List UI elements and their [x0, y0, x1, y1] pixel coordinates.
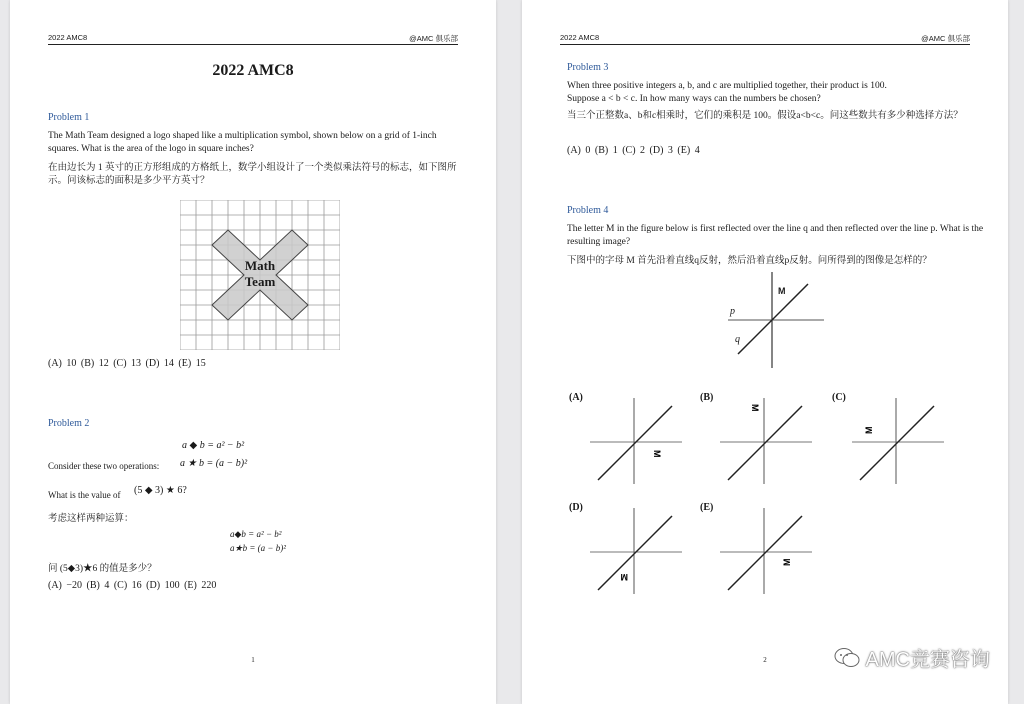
problem-3-text-en-2: Suppose a < b < c. In how many ways can the numbers be chosen?: [567, 94, 821, 104]
problem-2-zh-question: 问 (5◆3)★6 的值是多少？: [48, 564, 157, 574]
problem-4-text-zh: 下图中的字母 M 首先沿着直线q反射，然后沿着直线p反射。问所得到的图像是怎样的？: [567, 256, 932, 266]
line-q: [738, 284, 808, 354]
choice-c-label[interactable]: (C): [832, 392, 846, 403]
header-left: 2022 AMC8: [48, 33, 88, 42]
logo-text: [236, 258, 284, 290]
choice-d-figure[interactable]: [590, 508, 682, 594]
problem-3-label: Problem 3: [567, 62, 609, 73]
problem-2-label: Problem 2: [48, 418, 90, 429]
choice-c-figure[interactable]: [852, 398, 944, 484]
choice-a-m: M: [652, 450, 662, 458]
problem-2-zh-intro: 考虑这样两种运算：: [48, 514, 134, 524]
problem-1-text-en: The Math Team designed a logo shaped like a multiplication symbol, shown below on a grid of 1-inch squares. What is the area of the logo in square inches?: [48, 131, 437, 154]
page-header: [48, 32, 458, 45]
problem-3-text-zh: 当三个正整数a、b和c相乘时，它们的乘积是 100。假设a<b<c。问这些数共有多少种选择方法？: [567, 111, 963, 121]
label-q: q: [735, 334, 740, 345]
watermark: [834, 643, 990, 672]
choice-d-m: M: [620, 572, 628, 582]
page-number-1: 1: [251, 656, 255, 664]
logo-line-2: Team: [244, 274, 276, 289]
watermark-text: AMC竞赛咨询: [865, 649, 990, 671]
question-expr: (5 ◆ 3) ★ 6?: [134, 485, 187, 496]
header-left: 2022 AMC8: [560, 33, 600, 42]
choice-e-m: M: [782, 558, 792, 566]
problem-1-label: Problem 1: [48, 112, 90, 123]
page-1: [10, 0, 496, 704]
choice-e-label[interactable]: (E): [700, 502, 714, 513]
choice-e-figure[interactable]: [720, 508, 812, 594]
choice-b-figure[interactable]: [720, 398, 812, 484]
choice-d-label[interactable]: (D): [569, 502, 583, 513]
wechat-icon: [834, 647, 860, 669]
header-right: @AMC 俱乐部: [409, 34, 458, 43]
choice-a-figure[interactable]: [590, 398, 682, 484]
problem-4-text-en: The letter M in the figure below is first reflected over the line q and then reflected over the line p. What is the resulting image?: [567, 224, 984, 247]
choice-b-m: M: [750, 404, 760, 412]
question-prefix: What is the value of: [48, 490, 121, 500]
problem-2-answers: (A) −20 (B) 4 (C) 16 (D) 100 (E) 220: [48, 580, 217, 591]
page-2: [522, 0, 1008, 704]
problem-1-answers: (A) 10 (B) 12 (C) 13 (D) 14 (E) 15: [48, 358, 206, 369]
problem-1-text-zh: 在由边长为 1 英寸的正方形组成的方格纸上，数学小组设计了一个类似乘法符号的标志，如下图所示。问该标志的面积是多少平方英寸？: [48, 163, 457, 186]
choice-c-m: M: [864, 426, 874, 434]
zh-op1: a◆b = a² − b²: [230, 529, 282, 539]
letter-m: M: [778, 286, 786, 296]
op2-prefix: Consider these two operations:: [48, 461, 160, 471]
page-header: [560, 32, 970, 45]
choice-a-label[interactable]: (A): [569, 392, 583, 403]
document-title: 2022 AMC8: [212, 62, 294, 79]
logo-line-1: Math: [244, 258, 276, 273]
problem-3-answers: (A) 0 (B) 1 (C) 2 (D) 3 (E) 4: [567, 145, 700, 156]
choice-b-label[interactable]: (B): [700, 392, 714, 403]
problem-4-label: Problem 4: [567, 205, 609, 216]
header-right: @AMC 俱乐部: [921, 34, 970, 43]
op2-formula: a ★ b = (a − b)²: [180, 458, 248, 469]
op1-formula: a ◆ b = a² − b²: [182, 440, 245, 451]
zh-op2: a★b = (a − b)²: [230, 543, 286, 553]
label-p: p: [730, 306, 735, 317]
page-number-2: 2: [763, 656, 767, 664]
problem-3-text-en-1: When three positive integers a, b, and c are multiplied together, their product is 100.: [567, 81, 887, 91]
